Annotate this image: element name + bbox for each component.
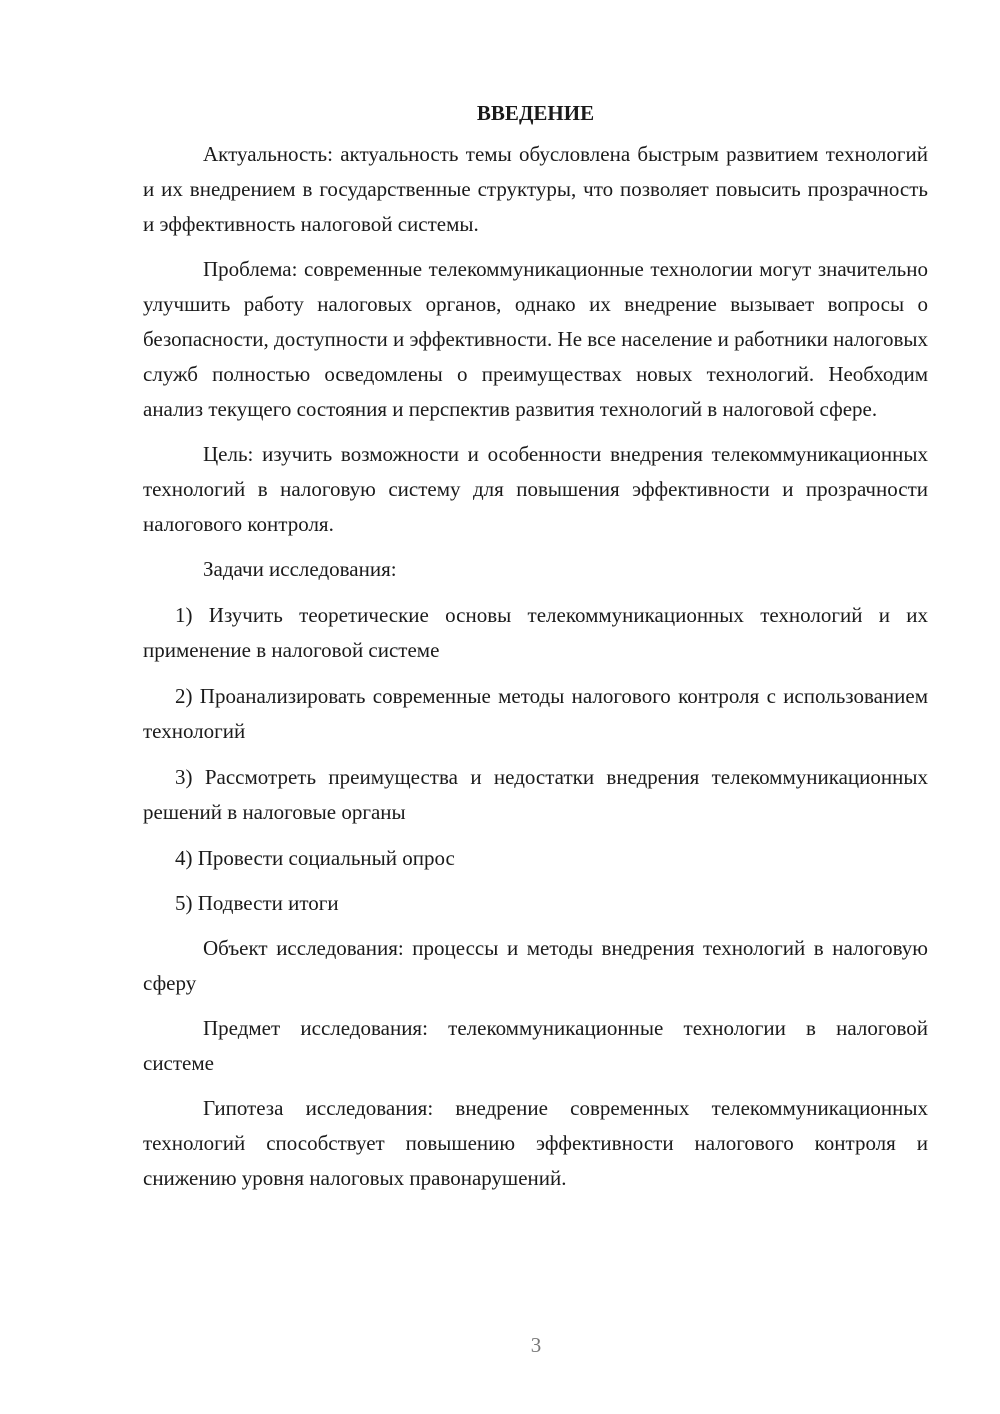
list-item: 2) Проанализировать современные методы налогового контроля с использованием технологий xyxy=(143,684,928,743)
paragraph-relevance: Актуальность: актуальность темы обусловлена быстрым развитием технологий и их внедрением в государственные структуры, что позволяет повысить прозрачность и эффективность налоговой системы. xyxy=(143,142,928,236)
tasks-list xyxy=(143,598,928,921)
paragraph-goal: Цель: изучить возможности и особенности внедрения телекоммуникационных технологий в налоговую систему для повышения эффективности и прозрачности налогового контроля. xyxy=(143,442,928,536)
paragraph-problem: Проблема: современные телекоммуникационные технологии могут значительно улучшить работу налоговых органов, однако их внедрение вызывает вопросы о безопасности, доступности и эффективности. Не все население и работники налоговых служб полностью осведомлены о преимуществах новых технологий. Необходим анализ текущего состояния и перспектив развития технологий в налоговой сфере. xyxy=(143,257,928,421)
paragraph-subject: Предмет исследования: телекоммуникационные технологии в налоговой системе xyxy=(143,1016,928,1075)
page-title: ВВЕДЕНИЕ xyxy=(476,101,595,125)
list-item: 4) Провести социальный опрос xyxy=(175,846,455,870)
page-number: 3 xyxy=(530,1333,542,1357)
paragraph-hypothesis: Гипотеза исследования: внедрение современных телекоммуникационных технологий способствует повышению эффективности налогового контроля и снижению уровня налоговых правонарушений. xyxy=(143,1096,928,1190)
page-body xyxy=(143,96,928,1196)
list-item: 3) Рассмотреть преимущества и недостатки внедрения телекоммуникационных решений в налоговые органы xyxy=(143,765,928,824)
list-item: 1) Изучить теоретические основы телекоммуникационных технологий и их применение в налоговой системе xyxy=(143,603,928,662)
paragraph-object: Объект исследования: процессы и методы внедрения технологий в налоговую сферу xyxy=(143,936,928,995)
list-item: 5) Подвести итоги xyxy=(175,891,339,915)
tasks-heading: Задачи исследования: xyxy=(203,557,397,581)
